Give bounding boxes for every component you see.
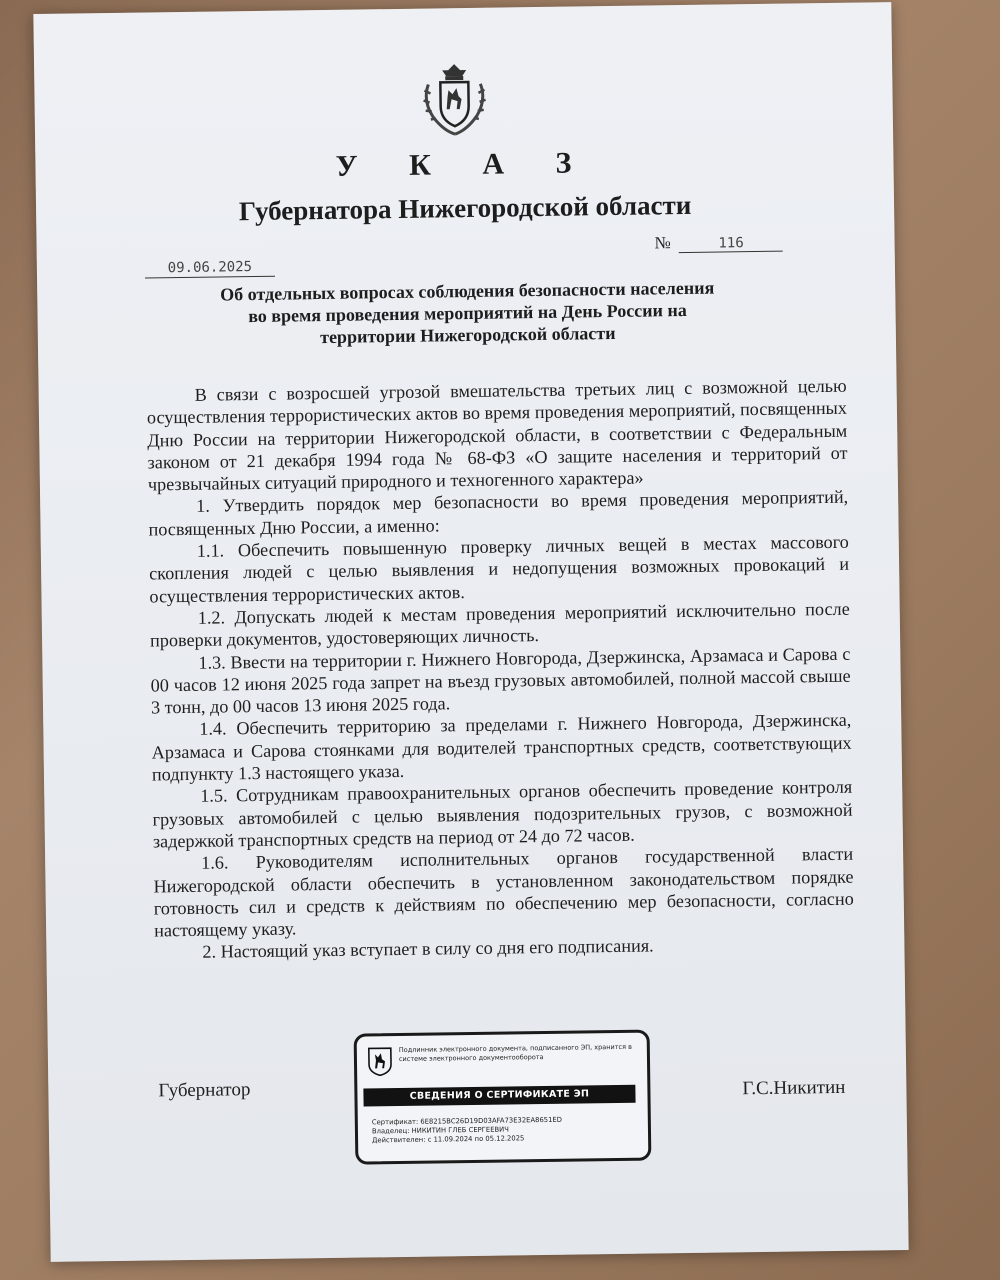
stamp-details xyxy=(372,1116,562,1146)
number-label: № xyxy=(654,233,671,253)
clause-1-3: 1.3. Ввести на территории г. Нижнего Новгорода, Дзержинска, Арзамаса и Сарова с 00 часов 12 июня 2025 года запрет на въезд грузовых автомобилей, полной массой свыше 3 тонн, до 00 часов 13 июня 2025 года. xyxy=(150,643,851,718)
document-number xyxy=(654,232,783,254)
clause-1-5: 1.5. Сотрудникам правоохранительных органов обеспечить проведение контроля грузовых автомобилей с целью выявления подозрительных грузов, с возможной задержкой транспортных средств на период от 24 до 72 часов. xyxy=(152,777,853,852)
clause-2: 2. Настоящий указ вступает в силу со дня его подписания. xyxy=(202,935,654,963)
document-sheet xyxy=(33,2,908,1262)
stamp-owner: Владелец: НИКИТИН ГЛЕБ СЕРГЕЕВИЧ xyxy=(371,1125,509,1136)
stamp-header: СВЕДЕНИЯ О СЕРТИФИКАТЕ ЭП xyxy=(363,1085,635,1107)
document-body xyxy=(147,375,855,964)
document-subject: Об отдельных вопросах соблюдения безопасности населения во время проведения мероприятий на День России на территории Нижегородской области xyxy=(220,277,715,348)
clause-1: 1. Утвердить порядок мер безопасности во время проведения мероприятий, посвященных Дню России, а именно: xyxy=(148,487,849,540)
clause-1-6: 1.6. Руководителям исполнительных органов государственной власти Нижегородской области обеспечить в установленном законодательством порядке готовность сил и средств к действиям по обеспечению мер безопасности, согласно настоящему указу. xyxy=(153,843,854,941)
deer-emblem-icon xyxy=(367,1046,393,1076)
document-date: 09.06.2025 xyxy=(145,259,275,279)
signer-title: Губернатор xyxy=(158,1079,251,1102)
clause-1-4: 1.4. Обеспечить территорию за пределами г. Нижнего Новгорода, Дзержинска, Арзамаса и Сарова стоянками для водителей транспортных средств, соответствующих подпункту 1.3 настоящего указа. xyxy=(151,710,852,785)
clause-1-2: 1.2. Допускать людей к местам проведения мероприятий исключительно после проверки документов, удостоверяющих личность. xyxy=(149,598,850,651)
stamp-certificate: Сертификат: 6E8215BC26D19D03AFA73E32EA8651ED xyxy=(371,1115,562,1127)
stamp-validity: Действителен: с 11.09.2024 по 05.12.2025 xyxy=(372,1134,525,1145)
stamp-note: Подлинник электронного документа, подписанного ЭП, хранится в системе электронного документооборота xyxy=(398,1042,632,1064)
document-heading: У К А З xyxy=(335,146,594,183)
signer-name: Г.С.Никитин xyxy=(742,1076,846,1100)
number-value: 116 xyxy=(679,235,783,253)
preamble-paragraph: В связи с возросшей угрозой вмешательства третьих лиц с возможной целью осуществления террористических актов во время проведения мероприятий, посвященных Дню России на территории Нижегородской области, в соответствии с Федеральным законом от 21 декабря 1994 года № 68-ФЗ «О защите населения и территорий от чрезвычайных ситуаций природного и техногенного характера» xyxy=(146,375,848,495)
digital-signature-stamp xyxy=(354,1030,652,1165)
document-issuer: Губернатора Нижегородской области xyxy=(238,189,692,227)
clause-1-1: 1.1. Обеспечить повышенную проверку личных вещей в местах массового скопления людей с целью выявления и недопущения возможных провокаций и осуществления террористических актов. xyxy=(149,531,850,607)
coat-of-arms-icon xyxy=(414,60,495,141)
